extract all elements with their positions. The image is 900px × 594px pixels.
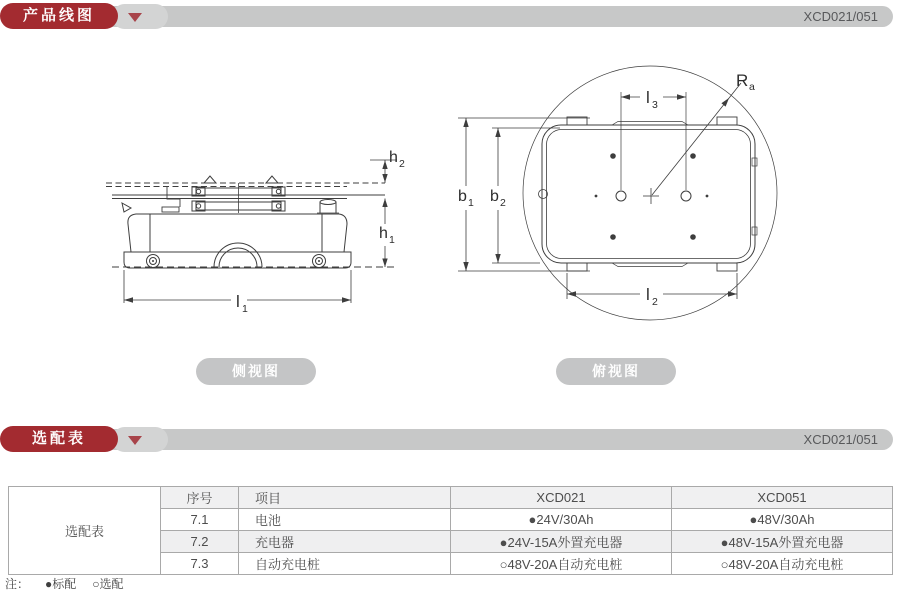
top-view-dimensions (458, 71, 755, 308)
section-title-product: 产品线图 (0, 3, 118, 29)
dim-l1 (124, 270, 351, 315)
cell-item: 自动充电桩 (239, 553, 451, 575)
svg-text:1: 1 (389, 234, 395, 246)
dim-b2 (490, 128, 560, 263)
model-code: XCD021/051 (803, 9, 878, 24)
dim-label-l1: l (236, 292, 240, 311)
note-optional: ○选配 (92, 577, 124, 591)
chevron-down-icon (128, 436, 142, 445)
cell-xcd021: ●24V-15A外置充电器 (451, 531, 672, 553)
turning-circle (523, 66, 777, 320)
dim-label-h2: h (389, 149, 398, 166)
table-header-row (9, 487, 893, 509)
dim-h1 (379, 199, 395, 268)
side-view-dimensions (124, 149, 405, 315)
cell-xcd051: ○48V-20A自动充电桩 (672, 553, 893, 575)
svg-text:2: 2 (652, 296, 658, 308)
cell-xcd051: ●48V-15A外置充电器 (672, 531, 893, 553)
col-header-xcd021: XCD021 (451, 487, 672, 509)
dim-label-h1: h (379, 225, 388, 242)
cell-item: 电池 (239, 509, 451, 531)
dim-label-ra: R (736, 71, 749, 90)
legend-note (5, 577, 124, 592)
model-code: XCD021/051 (803, 432, 878, 447)
dim-l2 (567, 273, 737, 308)
dim-label-l3: l (646, 88, 650, 107)
side-view-drawing (106, 176, 397, 268)
cell-xcd021: ●24V/30Ah (451, 509, 672, 531)
cell-xcd051: ●48V/30Ah (672, 509, 893, 531)
options-table (8, 486, 893, 575)
dim-label-b1: b (458, 188, 467, 205)
dim-label-b2: b (490, 188, 499, 205)
svg-text:1: 1 (242, 303, 248, 315)
svg-text:a: a (749, 81, 755, 93)
note-prefix: 注： (5, 577, 30, 591)
dim-h2 (370, 149, 405, 183)
svg-text:1: 1 (468, 197, 474, 209)
cell-no: 7.1 (161, 509, 239, 531)
section-title-options: 选配表 (0, 426, 118, 452)
cell-no: 7.2 (161, 531, 239, 553)
top-view-label: 俯视图 (556, 358, 676, 385)
dim-label-l2: l (646, 285, 650, 304)
side-view-label: 侧视图 (196, 358, 316, 385)
top-view-drawing (523, 66, 777, 320)
section-header-options (0, 423, 900, 455)
cell-xcd021: ○48V-20A自动充电桩 (451, 553, 672, 575)
chevron-down-icon (128, 13, 142, 22)
cell-no: 7.3 (161, 553, 239, 575)
cell-item: 充电器 (239, 531, 451, 553)
table-group-label: 选配表 (9, 487, 161, 575)
dim-ra (652, 71, 755, 195)
col-header-xcd051: XCD051 (672, 487, 893, 509)
note-standard: ●标配 (45, 577, 77, 591)
svg-text:2: 2 (399, 158, 405, 170)
section-header-product (0, 0, 900, 32)
col-header-no: 序号 (161, 487, 239, 509)
dim-b1 (458, 118, 590, 271)
col-header-item: 项目 (239, 487, 451, 509)
svg-text:2: 2 (500, 197, 506, 209)
svg-text:3: 3 (652, 99, 658, 111)
dim-l3 (621, 88, 686, 190)
